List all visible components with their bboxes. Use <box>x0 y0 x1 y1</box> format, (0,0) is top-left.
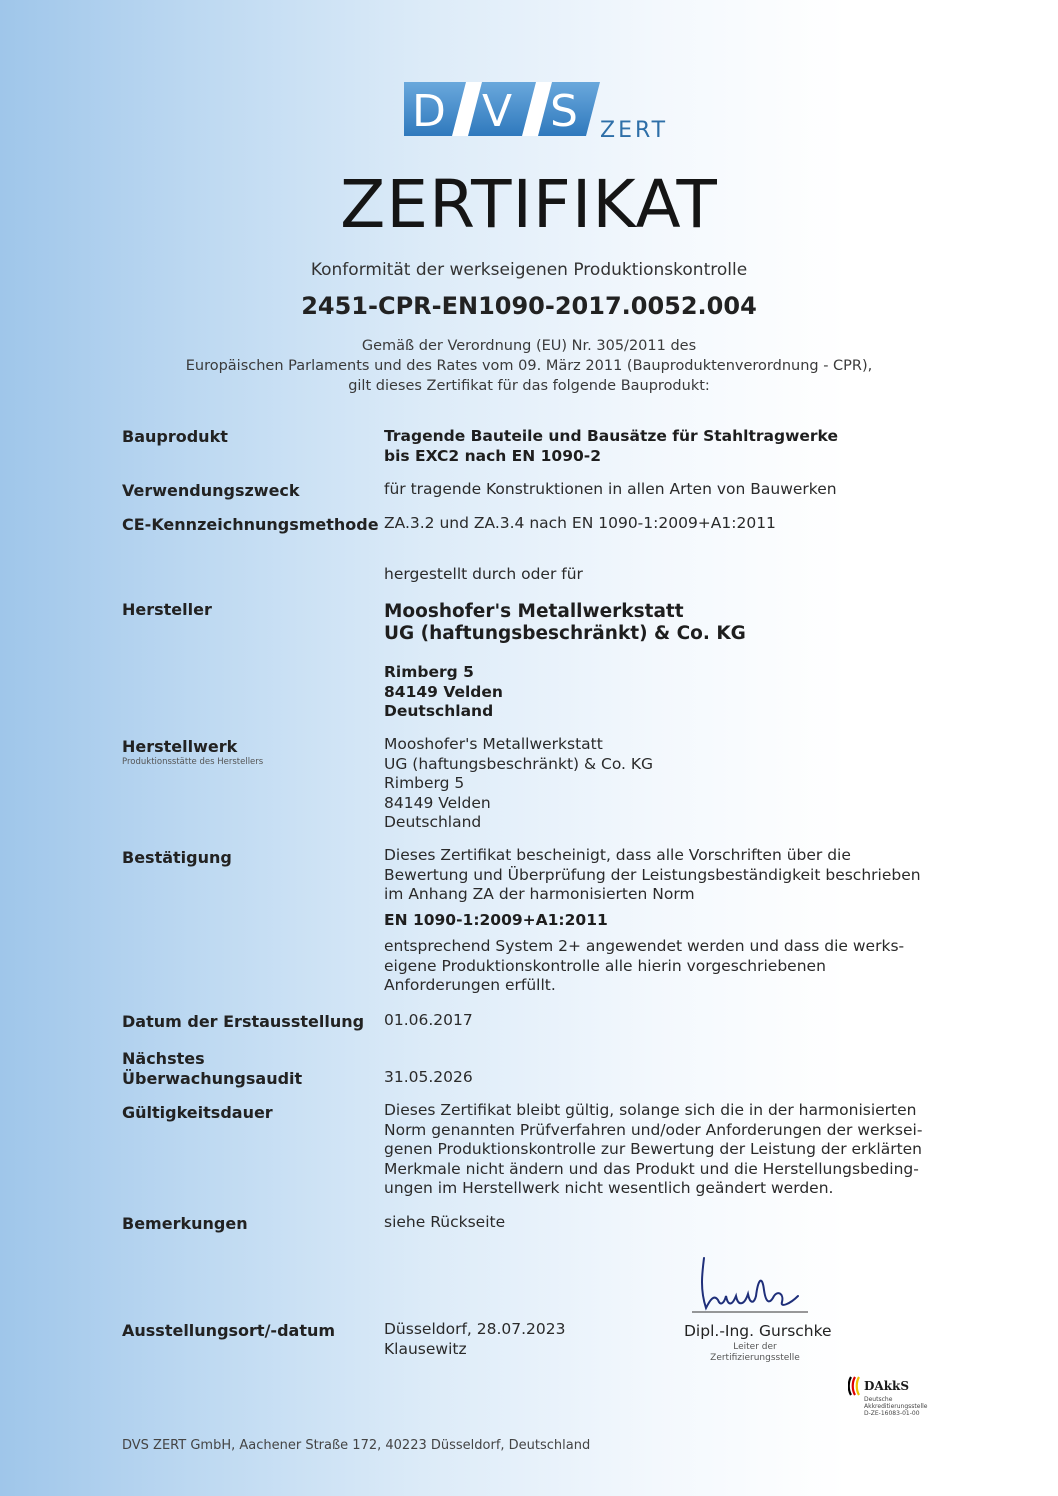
value-line: Merkmale nicht ändern und das Produkt und die Herstellungsbeding- <box>384 1159 919 1178</box>
value-herstellwerk <box>384 735 653 833</box>
value-line: eigene Produktionskontrolle alle hierin vorgeschriebenen <box>384 956 826 975</box>
label-audit <box>122 1049 302 1089</box>
certificate-number: 2451-CPR-EN1090-2017.0052.004 <box>301 292 757 320</box>
logo-letter-v: V <box>482 86 513 136</box>
value-line: Klausewitz <box>384 1339 467 1358</box>
value-line: entsprechend System 2+ angewendet werden und dass die werks- <box>384 937 905 955</box>
label-line: Nächstes <box>122 1049 205 1068</box>
label-gueltigkeit: Gültigkeitsdauer <box>122 1103 273 1122</box>
intro-line: Europäischen Parlaments und des Rates vom 09. März 2011 (Bauproduktenverordnung - CPR), <box>185 358 873 374</box>
value-gueltigkeit <box>384 1101 922 1199</box>
value-line: Deutschland <box>384 702 494 720</box>
label-hersteller: Hersteller <box>122 600 212 619</box>
value-bestaetigung-2 <box>384 937 904 996</box>
dakks-sub-line: Akkreditierungsstelle <box>864 1403 928 1410</box>
value-bemerkungen: siehe Rückseite <box>384 1213 506 1231</box>
value-line: ungen im Herstellwerk nicht wesentlich geändert werden. <box>384 1179 834 1197</box>
value-line: Dieses Zertifikat bescheinigt, dass alle Vorschriften über die <box>384 846 851 864</box>
label-ce-methode: CE-Kennzeichnungsmethode <box>122 515 379 534</box>
value-bestaetigung-norm: EN 1090-1:2009+A1:2011 <box>384 911 608 929</box>
dvs-zert-logo <box>404 82 676 146</box>
value-line: Rimberg 5 <box>384 663 474 681</box>
dakks-logo <box>848 1376 968 1430</box>
value-verwendungszweck: für tragende Konstruktionen in allen Arten von Bauwerken <box>384 480 837 498</box>
value-line: UG (haftungsbeschränkt) & Co. KG <box>384 754 654 773</box>
dakks-name: DAkkS <box>864 1379 910 1393</box>
label-bestaetigung: Bestätigung <box>122 848 232 867</box>
value-line: UG (haftungsbeschränkt) & Co. KG <box>384 623 746 644</box>
handwritten-signature <box>690 1250 810 1318</box>
logo-letter-s: S <box>550 86 578 136</box>
value-line: Dieses Zertifikat bleibt gültig, solange sich die in der harmonisierten <box>384 1101 917 1119</box>
certificate-subtitle: Konformität der werkseigenen Produktionskontrolle <box>310 260 748 280</box>
value-line: Düsseldorf, 28.07.2023 <box>384 1320 566 1338</box>
label-verwendungszweck: Verwendungszweck <box>122 481 300 500</box>
value-line: 84149 Velden <box>384 682 503 701</box>
intro-line: Gemäß der Verordnung (EU) Nr. 305/2011 des <box>361 338 697 354</box>
dakks-flag-icon <box>848 1376 862 1396</box>
value-line: Mooshofer's Metallwerkstatt <box>384 601 684 622</box>
logo-zert-text: ZERT <box>600 118 669 143</box>
signer-name: Dipl.-Ing. Gurschke <box>684 1322 832 1340</box>
value-line: Mooshofer's Metallwerkstatt <box>384 735 603 753</box>
footer-address: DVS ZERT GmbH, Aachener Straße 172, 40223 Düsseldorf, Deutschland <box>122 1438 591 1453</box>
label-line: Überwachungsaudit <box>122 1069 303 1088</box>
value-bestaetigung <box>384 846 921 905</box>
intro-text <box>0 336 1058 396</box>
certificate-title: ZERTIFIKAT <box>340 166 718 243</box>
signer-role-line: Leiter der <box>733 1342 777 1352</box>
value-line: genen Produktionskontrolle zur Bewertung der Leistung der erklärten <box>384 1140 923 1158</box>
value-line: im Anhang ZA der harmonisierten Norm <box>384 885 695 903</box>
value-hersteller-address <box>384 663 503 722</box>
value-ce-methode: ZA.3.2 und ZA.3.4 nach EN 1090-1:2009+A1:2011 <box>384 514 776 532</box>
label-herstellwerk: Herstellwerk <box>122 737 238 756</box>
value-audit: 31.05.2026 <box>384 1068 473 1086</box>
label-erstausstellung: Datum der Erstausstellung <box>122 1012 365 1031</box>
value-erstausstellung: 01.06.2017 <box>384 1011 473 1029</box>
dakks-sub <box>864 1396 927 1417</box>
value-line: Rimberg 5 <box>384 774 465 792</box>
label-bauprodukt: Bauprodukt <box>122 427 228 446</box>
label-bemerkungen: Bemerkungen <box>122 1214 248 1233</box>
value-line: Tragende Bauteile und Bausätze für Stahltragwerke <box>384 427 838 445</box>
signer-role <box>690 1342 820 1364</box>
value-line: bis EXC2 nach EN 1090-2 <box>384 446 601 465</box>
dakks-sub-line: Deutsche <box>864 1396 893 1403</box>
value-line: Deutschland <box>384 813 482 831</box>
hergestellt-durch: hergestellt durch oder für <box>384 565 583 583</box>
sublabel-herstellwerk: Produktionsstätte des Herstellers <box>122 757 264 767</box>
value-line: Anforderungen erfüllt. <box>384 976 556 994</box>
intro-line: gilt dieses Zertifikat für das folgende Bauprodukt: <box>348 378 710 394</box>
label-ausstellung: Ausstellungsort/-datum <box>122 1321 336 1340</box>
value-hersteller-name <box>384 601 746 645</box>
value-line: Norm genannten Prüfverfahren und/oder Anforderungen der werksei- <box>384 1120 923 1139</box>
signer-role-line: Zertifizierungsstelle <box>710 1353 800 1363</box>
value-line: 84149 Velden <box>384 793 491 812</box>
dakks-sub-line: D-ZE-16083-01-00 <box>864 1410 920 1417</box>
value-ausstellung <box>384 1320 566 1359</box>
value-line: Bewertung und Überprüfung der Leistungsbeständigkeit beschrieben <box>384 865 921 884</box>
value-bauprodukt <box>384 427 838 466</box>
logo-letter-d: D <box>412 86 446 136</box>
dvs-logo-mark <box>404 82 604 136</box>
